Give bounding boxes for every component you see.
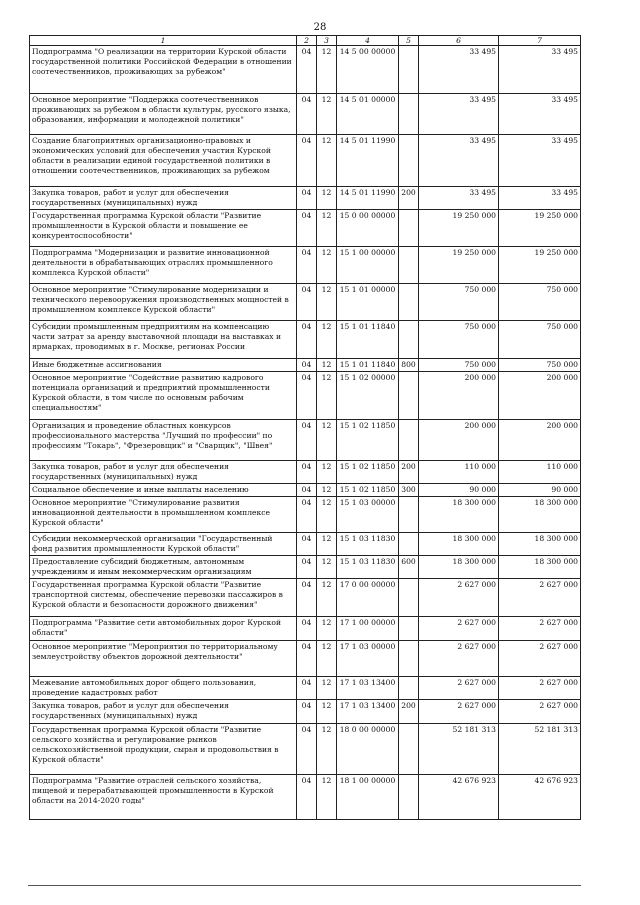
row-sum1-cell: 33 495 bbox=[419, 46, 499, 94]
row-csr-cell: 15 1 01 00000 bbox=[337, 284, 399, 321]
row-sum2-cell: 33 495 bbox=[499, 135, 581, 187]
row-name-cell: Предоставление субсидий бюджетным, автономным учреждениям и иным некоммерческим организациям bbox=[30, 556, 297, 579]
row-csr-cell: 15 1 02 11850 bbox=[337, 461, 399, 484]
row-sum1-cell: 19 250 000 bbox=[419, 210, 499, 247]
table-row bbox=[30, 641, 581, 677]
row-sum1-cell: 2 627 000 bbox=[419, 641, 499, 677]
row-sum1-cell: 42 676 923 bbox=[419, 775, 499, 820]
row-rz-cell: 04 bbox=[297, 247, 317, 284]
row-vr-cell bbox=[399, 321, 419, 359]
row-rz-cell: 04 bbox=[297, 461, 317, 484]
row-sum2-cell: 18 300 000 bbox=[499, 533, 581, 556]
row-name-cell: Подпрограмма "О реализации на территории Курской области государственной политики Российской Федерации в отношении соотечественников, проживающих за рубежом" bbox=[30, 46, 297, 94]
row-name-cell: Подпрограмма "Развитие сети автомобильных дорог Курской области" bbox=[30, 617, 297, 641]
row-pr-cell: 12 bbox=[317, 677, 337, 700]
row-vr-cell bbox=[399, 533, 419, 556]
table-row bbox=[30, 359, 581, 372]
row-pr-cell: 12 bbox=[317, 641, 337, 677]
table-row bbox=[30, 135, 581, 187]
row-name-cell: Подпрограмма "Развитие отраслей сельского хозяйства, пищевой и перерабатывающей промышленности в Курской области на 2014-2020 годы" bbox=[30, 775, 297, 820]
row-rz-cell: 04 bbox=[297, 321, 317, 359]
header-col-csr: 4 bbox=[337, 36, 399, 46]
table-row bbox=[30, 372, 581, 420]
header-col-rz: 2 bbox=[297, 36, 317, 46]
row-vr-cell: 200 bbox=[399, 700, 419, 724]
row-pr-cell: 12 bbox=[317, 497, 337, 533]
row-sum2-cell: 18 300 000 bbox=[499, 556, 581, 579]
row-sum1-cell: 750 000 bbox=[419, 284, 499, 321]
row-name-cell: Закупка товаров, работ и услуг для обеспечения государственных (муниципальных) нужд bbox=[30, 187, 297, 210]
row-sum2-cell: 2 627 000 bbox=[499, 617, 581, 641]
row-sum1-cell: 18 300 000 bbox=[419, 533, 499, 556]
table-row bbox=[30, 579, 581, 617]
row-name-cell: Закупка товаров, работ и услуг для обеспечения государственных (муниципальных) нужд bbox=[30, 700, 297, 724]
row-pr-cell: 12 bbox=[317, 372, 337, 420]
table-row bbox=[30, 247, 581, 284]
row-csr-cell: 17 0 00 00000 bbox=[337, 579, 399, 617]
table-row bbox=[30, 497, 581, 533]
row-name-cell: Межевание автомобильных дорог общего пользования, проведение кадастровых работ bbox=[30, 677, 297, 700]
row-csr-cell: 17 1 03 00000 bbox=[337, 641, 399, 677]
row-vr-cell bbox=[399, 135, 419, 187]
row-csr-cell: 14 5 01 00000 bbox=[337, 94, 399, 135]
page-number: 28 bbox=[313, 22, 327, 33]
row-vr-cell bbox=[399, 284, 419, 321]
row-csr-cell: 15 0 00 00000 bbox=[337, 210, 399, 247]
row-name-cell: Государственная программа Курской области "Развитие сельского хозяйства и регулирование рынков сельскохозяйственной продукции, сырья и продовольствия в Курской области" bbox=[30, 724, 297, 775]
row-csr-cell: 15 1 01 11840 bbox=[337, 359, 399, 372]
header-col-pr: 3 bbox=[317, 36, 337, 46]
row-vr-cell bbox=[399, 617, 419, 641]
row-vr-cell: 200 bbox=[399, 187, 419, 210]
row-vr-cell bbox=[399, 94, 419, 135]
table-header-row bbox=[30, 36, 581, 46]
row-rz-cell: 04 bbox=[297, 677, 317, 700]
row-rz-cell: 04 bbox=[297, 210, 317, 247]
row-rz-cell: 04 bbox=[297, 359, 317, 372]
row-csr-cell: 15 1 03 00000 bbox=[337, 497, 399, 533]
row-csr-cell: 14 5 01 11990 bbox=[337, 187, 399, 210]
row-vr-cell bbox=[399, 641, 419, 677]
table-row bbox=[30, 484, 581, 497]
row-pr-cell: 12 bbox=[317, 420, 337, 461]
row-sum1-cell: 2 627 000 bbox=[419, 700, 499, 724]
row-sum2-cell: 18 300 000 bbox=[499, 497, 581, 533]
row-pr-cell: 12 bbox=[317, 94, 337, 135]
row-csr-cell: 15 1 02 11850 bbox=[337, 420, 399, 461]
row-vr-cell bbox=[399, 579, 419, 617]
row-sum2-cell: 33 495 bbox=[499, 46, 581, 94]
row-sum1-cell: 19 250 000 bbox=[419, 247, 499, 284]
row-sum1-cell: 18 300 000 bbox=[419, 556, 499, 579]
row-sum2-cell: 750 000 bbox=[499, 359, 581, 372]
table-row bbox=[30, 700, 581, 724]
row-vr-cell bbox=[399, 247, 419, 284]
row-rz-cell: 04 bbox=[297, 579, 317, 617]
row-vr-cell bbox=[399, 724, 419, 775]
row-pr-cell: 12 bbox=[317, 484, 337, 497]
row-sum2-cell: 19 250 000 bbox=[499, 247, 581, 284]
row-sum2-cell: 110 000 bbox=[499, 461, 581, 484]
row-rz-cell: 04 bbox=[297, 700, 317, 724]
row-name-cell: Закупка товаров, работ и услуг для обеспечения государственных (муниципальных) нужд bbox=[30, 461, 297, 484]
page-bottom-rule bbox=[28, 885, 581, 886]
header-col-sum2: 7 bbox=[499, 36, 581, 46]
row-sum1-cell: 2 627 000 bbox=[419, 677, 499, 700]
row-pr-cell: 12 bbox=[317, 247, 337, 284]
row-csr-cell: 15 1 02 11850 bbox=[337, 484, 399, 497]
row-vr-cell bbox=[399, 46, 419, 94]
row-csr-cell: 15 1 02 00000 bbox=[337, 372, 399, 420]
header-col-sum1: 6 bbox=[419, 36, 499, 46]
table-row bbox=[30, 94, 581, 135]
row-rz-cell: 04 bbox=[297, 46, 317, 94]
row-rz-cell: 04 bbox=[297, 724, 317, 775]
row-pr-cell: 12 bbox=[317, 533, 337, 556]
row-rz-cell: 04 bbox=[297, 617, 317, 641]
row-csr-cell: 17 1 03 13400 bbox=[337, 700, 399, 724]
row-name-cell: Иные бюджетные ассигнования bbox=[30, 359, 297, 372]
row-csr-cell: 17 1 03 13400 bbox=[337, 677, 399, 700]
row-sum1-cell: 2 627 000 bbox=[419, 617, 499, 641]
table-row bbox=[30, 46, 581, 94]
row-sum2-cell: 33 495 bbox=[499, 94, 581, 135]
table-row bbox=[30, 775, 581, 820]
row-rz-cell: 04 bbox=[297, 497, 317, 533]
row-vr-cell bbox=[399, 497, 419, 533]
row-rz-cell: 04 bbox=[297, 775, 317, 820]
row-name-cell: Основное мероприятие "Поддержка соотечественников проживающих за рубежом в области культуры, русского языка, образования, информации и молодежной политики" bbox=[30, 94, 297, 135]
row-rz-cell: 04 bbox=[297, 94, 317, 135]
row-csr-cell: 17 1 00 00000 bbox=[337, 617, 399, 641]
row-rz-cell: 04 bbox=[297, 284, 317, 321]
row-rz-cell: 04 bbox=[297, 556, 317, 579]
row-sum2-cell: 90 000 bbox=[499, 484, 581, 497]
row-sum1-cell: 750 000 bbox=[419, 359, 499, 372]
row-name-cell: Государственная программа Курской области "Развитие транспортной системы, обеспечение перевозки пассажиров в Курской области и безопасности дорожного движения" bbox=[30, 579, 297, 617]
row-pr-cell: 12 bbox=[317, 187, 337, 210]
row-name-cell: Организация и проведение областных конкурсов профессионального мастерства "Лучший по профессии" по профессиям "Токарь", "Фрезеровщик" и "Сварщик", "Швея" bbox=[30, 420, 297, 461]
row-vr-cell bbox=[399, 775, 419, 820]
row-pr-cell: 12 bbox=[317, 579, 337, 617]
row-pr-cell: 12 bbox=[317, 617, 337, 641]
row-sum1-cell: 90 000 bbox=[419, 484, 499, 497]
row-name-cell: Субсидии промышленным предприятиям на компенсацию части затрат за аренду выставочной площади на выставках и ярмарках, проводимых в г. Москве, регионах России bbox=[30, 321, 297, 359]
table-row bbox=[30, 187, 581, 210]
row-rz-cell: 04 bbox=[297, 641, 317, 677]
row-sum1-cell: 33 495 bbox=[419, 135, 499, 187]
table-row bbox=[30, 677, 581, 700]
row-sum2-cell: 33 495 bbox=[499, 187, 581, 210]
table-row bbox=[30, 617, 581, 641]
table-row bbox=[30, 533, 581, 556]
row-csr-cell: 14 5 00 00000 bbox=[337, 46, 399, 94]
row-sum1-cell: 200 000 bbox=[419, 372, 499, 420]
row-vr-cell bbox=[399, 372, 419, 420]
row-sum1-cell: 52 181 313 bbox=[419, 724, 499, 775]
row-rz-cell: 04 bbox=[297, 135, 317, 187]
row-rz-cell: 04 bbox=[297, 372, 317, 420]
row-vr-cell: 200 bbox=[399, 461, 419, 484]
row-csr-cell: 14 5 01 11990 bbox=[337, 135, 399, 187]
row-sum2-cell: 2 627 000 bbox=[499, 700, 581, 724]
row-csr-cell: 15 1 03 11830 bbox=[337, 556, 399, 579]
row-sum2-cell: 200 000 bbox=[499, 372, 581, 420]
row-pr-cell: 12 bbox=[317, 775, 337, 820]
row-sum2-cell: 750 000 bbox=[499, 284, 581, 321]
row-name-cell: Основное мероприятие "Стимулирование модернизации и технического перевооружения производственных мощностей в промышленном комплексе Курской области" bbox=[30, 284, 297, 321]
table-row bbox=[30, 461, 581, 484]
row-rz-cell: 04 bbox=[297, 533, 317, 556]
row-name-cell: Создание благоприятных организационно-правовых и экономических условий для обеспечения участия Курской области в реализации единой государственной политики в отношении соотечественников, проживающих за рубежом bbox=[30, 135, 297, 187]
table-row bbox=[30, 420, 581, 461]
table-body bbox=[30, 46, 581, 820]
row-csr-cell: 15 1 00 00000 bbox=[337, 247, 399, 284]
row-pr-cell: 12 bbox=[317, 210, 337, 247]
table-row bbox=[30, 284, 581, 321]
row-pr-cell: 12 bbox=[317, 700, 337, 724]
row-name-cell: Основное мероприятие "Содействие развитию кадрового потенциала организаций и предприятий промышленности Курской области, в том числе по основным рабочим специальностям" bbox=[30, 372, 297, 420]
budget-table bbox=[29, 35, 581, 820]
row-sum2-cell: 2 627 000 bbox=[499, 641, 581, 677]
row-sum2-cell: 200 000 bbox=[499, 420, 581, 461]
row-sum2-cell: 2 627 000 bbox=[499, 579, 581, 617]
row-pr-cell: 12 bbox=[317, 284, 337, 321]
row-pr-cell: 12 bbox=[317, 321, 337, 359]
row-rz-cell: 04 bbox=[297, 420, 317, 461]
row-name-cell: Государственная программа Курской области "Развитие промышленности в Курской области и повышение ее конкурентоспособности" bbox=[30, 210, 297, 247]
row-name-cell: Социальное обеспечение и иные выплаты населению bbox=[30, 484, 297, 497]
row-sum1-cell: 18 300 000 bbox=[419, 497, 499, 533]
row-rz-cell: 04 bbox=[297, 484, 317, 497]
table-row bbox=[30, 321, 581, 359]
row-rz-cell: 04 bbox=[297, 187, 317, 210]
row-vr-cell bbox=[399, 420, 419, 461]
row-sum1-cell: 33 495 bbox=[419, 94, 499, 135]
row-sum1-cell: 750 000 bbox=[419, 321, 499, 359]
row-vr-cell: 600 bbox=[399, 556, 419, 579]
row-csr-cell: 15 1 03 11830 bbox=[337, 533, 399, 556]
row-vr-cell: 300 bbox=[399, 484, 419, 497]
row-sum2-cell: 19 250 000 bbox=[499, 210, 581, 247]
row-sum1-cell: 33 495 bbox=[419, 187, 499, 210]
row-name-cell: Основное мероприятие "Мероприятия по территориальному землеустройству объектов дорожной деятельности" bbox=[30, 641, 297, 677]
row-csr-cell: 18 0 00 00000 bbox=[337, 724, 399, 775]
row-pr-cell: 12 bbox=[317, 46, 337, 94]
row-vr-cell: 800 bbox=[399, 359, 419, 372]
row-csr-cell: 15 1 01 11840 bbox=[337, 321, 399, 359]
header-col-vr: 5 bbox=[399, 36, 419, 46]
row-sum2-cell: 750 000 bbox=[499, 321, 581, 359]
row-sum2-cell: 42 676 923 bbox=[499, 775, 581, 820]
row-pr-cell: 12 bbox=[317, 724, 337, 775]
row-name-cell: Субсидии некоммерческой организации "Государственный фонд развития промышленности Курской области" bbox=[30, 533, 297, 556]
row-vr-cell bbox=[399, 210, 419, 247]
row-pr-cell: 12 bbox=[317, 359, 337, 372]
row-sum1-cell: 110 000 bbox=[419, 461, 499, 484]
table-row bbox=[30, 724, 581, 775]
row-vr-cell bbox=[399, 677, 419, 700]
row-pr-cell: 12 bbox=[317, 461, 337, 484]
row-pr-cell: 12 bbox=[317, 135, 337, 187]
row-csr-cell: 18 1 00 00000 bbox=[337, 775, 399, 820]
header-col-name: 1 bbox=[30, 36, 297, 46]
row-sum1-cell: 2 627 000 bbox=[419, 579, 499, 617]
row-sum1-cell: 200 000 bbox=[419, 420, 499, 461]
row-sum2-cell: 52 181 313 bbox=[499, 724, 581, 775]
row-pr-cell: 12 bbox=[317, 556, 337, 579]
row-name-cell: Основное мероприятие "Стимулирование развития инновационной деятельности в промышленном комплексе Курской области" bbox=[30, 497, 297, 533]
row-sum2-cell: 2 627 000 bbox=[499, 677, 581, 700]
table-row bbox=[30, 556, 581, 579]
row-name-cell: Подпрограмма "Модернизация и развитие инновационной деятельности в обрабатывающих отраслях промышленного комплекса Курской области" bbox=[30, 247, 297, 284]
table-row bbox=[30, 210, 581, 247]
